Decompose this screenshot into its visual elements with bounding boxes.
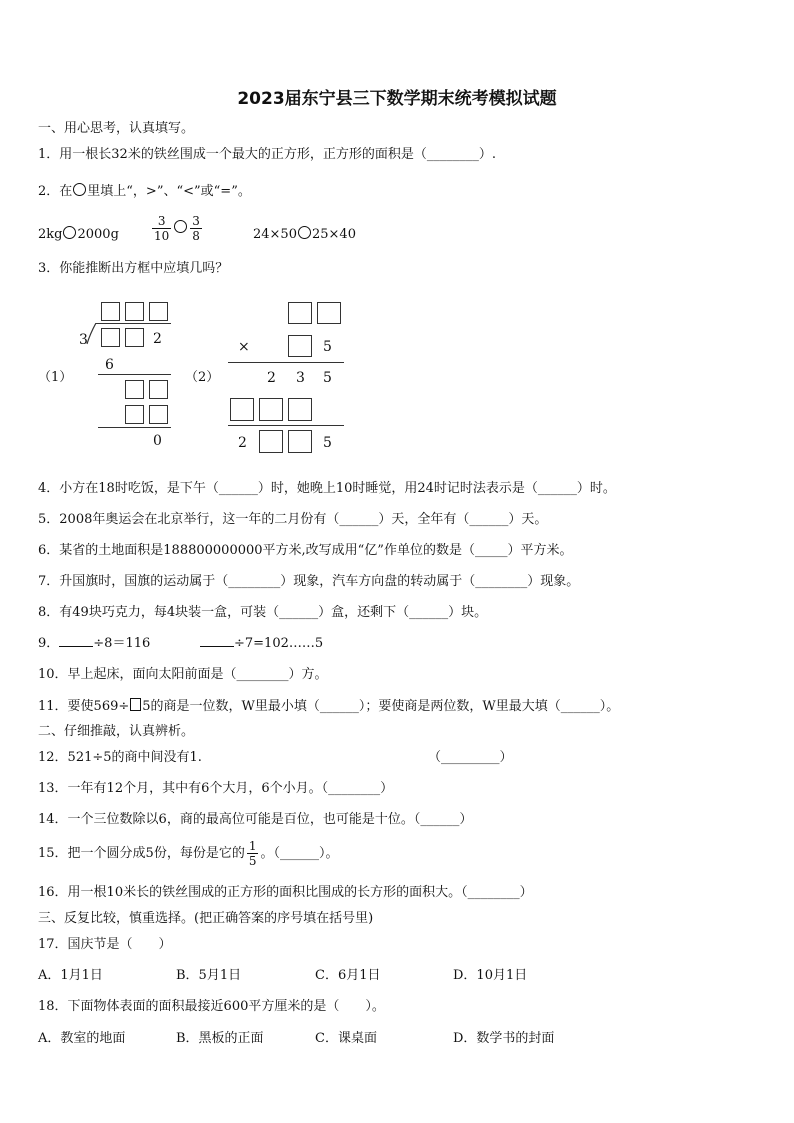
multiply-line	[228, 362, 344, 363]
question-6: 6．某省的土地面积是188800000000平方米,改写成用“亿”作单位的数是（_____）平方米。	[38, 543, 573, 558]
answer-box[interactable]	[288, 302, 312, 324]
question-5: 5．2008年奥运会在北京举行，这一年的二月份有（______）天，全年有（______）天。	[38, 512, 548, 527]
question-7: 7．升国旗时，国旗的运动属于（________）现象，汽车方向盘的转动属于（________）现象。	[38, 574, 580, 589]
remainder-digit: 0	[153, 433, 162, 449]
page-title: 2023届东宁县三下数学期末统考模拟试题	[237, 89, 557, 109]
fraction-numerator: 1	[248, 839, 257, 853]
answer-box[interactable]	[288, 335, 312, 357]
question-15-text-a: 15．把一个圆分成5份，每份是它的	[38, 846, 245, 861]
question-15	[38, 839, 338, 868]
question-10: 10．早上起床，面向太阳前面是（________）方。	[38, 667, 328, 682]
partial-digit: 2	[267, 370, 276, 386]
q17-option-b[interactable]: B．5月1日	[176, 968, 242, 983]
fraction-denominator: 5	[248, 854, 257, 868]
question-9a	[38, 636, 150, 652]
question-2-text-a: 2．在	[38, 184, 73, 199]
question-2-item-3	[253, 226, 356, 243]
partial-digit: 5	[323, 370, 332, 386]
question-3-label-2: （2）	[185, 370, 220, 385]
fraction-numerator: 3	[192, 214, 200, 228]
question-3: 3．你能推断出方框中应填几吗？	[38, 261, 229, 276]
circle-icon[interactable]	[174, 220, 187, 233]
answer-box[interactable]	[125, 328, 144, 347]
answer-box[interactable]	[101, 302, 120, 321]
dividend-digit: 2	[153, 331, 162, 347]
question-9-number: 9．	[38, 636, 60, 651]
fraction-left	[152, 214, 171, 243]
question-3-label-1: （1）	[38, 370, 73, 385]
answer-blank[interactable]	[59, 636, 93, 647]
division-line	[98, 427, 171, 428]
divisor: 3	[79, 332, 88, 348]
answer-blank[interactable]	[200, 636, 234, 647]
section-heading-3: 三、反复比较，慎重选择。(把正确答案的序号填在括号里)	[38, 911, 374, 926]
q17-option-d[interactable]: D．10月1日	[453, 968, 528, 983]
q2-item1-right: 2000g	[77, 227, 119, 242]
question-2	[38, 183, 251, 200]
circle-icon[interactable]	[63, 226, 76, 239]
question-9-expr-2: ÷7=102……5	[234, 636, 324, 651]
answer-box[interactable]	[149, 380, 168, 399]
fraction-right	[190, 214, 202, 243]
fraction-denominator: 10	[154, 229, 170, 243]
answer-box[interactable]	[125, 302, 144, 321]
answer-box[interactable]	[125, 380, 144, 399]
multiplier-digit: 5	[323, 339, 332, 355]
fraction-denominator: 8	[192, 229, 200, 243]
question-2-item-2	[150, 214, 204, 243]
answer-box[interactable]	[149, 302, 168, 321]
question-9-expr-1: ÷8＝116	[93, 636, 151, 651]
division-bar	[96, 323, 171, 324]
question-11-text-b: 5的商是一位数，W里最小填（______）；要使商是两位数，W里最大填（______）。	[142, 699, 620, 714]
result-digit: 5	[323, 435, 332, 451]
subtract-digit: 6	[105, 357, 114, 373]
times-sign: ×	[238, 339, 250, 355]
section-heading-2: 二、仔细推敲，认真辨析。	[38, 724, 195, 739]
q2-item1-left: 2kg	[38, 227, 63, 242]
q18-option-b[interactable]: B．黑板的正面	[176, 1031, 264, 1046]
question-12: 12．521÷5的商中间没有1.	[38, 750, 202, 765]
result-digit: 2	[238, 435, 247, 451]
answer-box[interactable]	[259, 430, 283, 453]
question-2-item-1	[38, 226, 119, 243]
question-2-text-b: 里填上“，>”、“<”或“=”。	[87, 184, 251, 199]
question-9b	[200, 636, 323, 652]
q18-option-d[interactable]: D．数学书的封面	[453, 1031, 555, 1046]
question-16: 16．用一根10米长的铁丝围成的正方形的面积比围成的长方形的面积大。（________）	[38, 885, 533, 900]
answer-box[interactable]	[259, 398, 283, 421]
question-12-answer[interactable]: （_________）	[428, 750, 513, 765]
square-icon	[130, 698, 141, 711]
question-14: 14．一个三位数除以6，商的最高位可能是百位，也可能是十位。（______）	[38, 812, 473, 827]
question-18: 18．下面物体表面的面积最接近600平方厘米的是（ ）。	[38, 999, 385, 1014]
question-8: 8．有49块巧克力，每4块装一盒，可装（______）盒，还剩下（______）块。	[38, 605, 488, 620]
division-bracket	[86, 323, 100, 345]
question-15-text-b: 。（______）。	[260, 846, 339, 861]
q2-item3-left: 24×50	[253, 227, 297, 242]
answer-box[interactable]	[101, 328, 120, 347]
answer-box[interactable]	[125, 405, 144, 424]
section-heading-1: 一、用心思考，认真填写。	[38, 121, 195, 136]
question-11-text-a: 11．要使569÷	[38, 699, 130, 714]
q17-option-a[interactable]: A．1月1日	[38, 968, 103, 983]
q18-option-a[interactable]: A．教室的地面	[38, 1031, 126, 1046]
division-line	[98, 374, 171, 375]
q17-option-c[interactable]: C．6月1日	[315, 968, 381, 983]
fraction-numerator: 3	[152, 214, 171, 229]
q2-item3-right: 25×40	[311, 227, 356, 242]
answer-box[interactable]	[230, 398, 254, 421]
circle-icon	[73, 183, 86, 196]
question-4: 4．小方在18时吃饭，是下午（______）时，她晚上10时睡觉，用24时记时法表示是（______）时。	[38, 481, 616, 496]
question-17: 17．国庆节是（ ）	[38, 937, 172, 952]
question-11	[38, 698, 619, 715]
multiply-line	[228, 425, 344, 426]
fraction-one-fifth	[247, 839, 259, 868]
circle-icon[interactable]	[298, 226, 311, 239]
partial-digit: 3	[296, 370, 305, 386]
question-13: 13．一年有12个月，其中有6个大月，6个小月。（________）	[38, 781, 394, 796]
answer-box[interactable]	[288, 430, 312, 453]
answer-box[interactable]	[317, 302, 341, 324]
q18-option-c[interactable]: C．课桌面	[315, 1031, 377, 1046]
answer-box[interactable]	[149, 405, 168, 424]
question-1: 1．用一根长32米的铁丝围成一个最大的正方形，正方形的面积是（________）.	[38, 147, 496, 162]
answer-box[interactable]	[288, 398, 312, 421]
